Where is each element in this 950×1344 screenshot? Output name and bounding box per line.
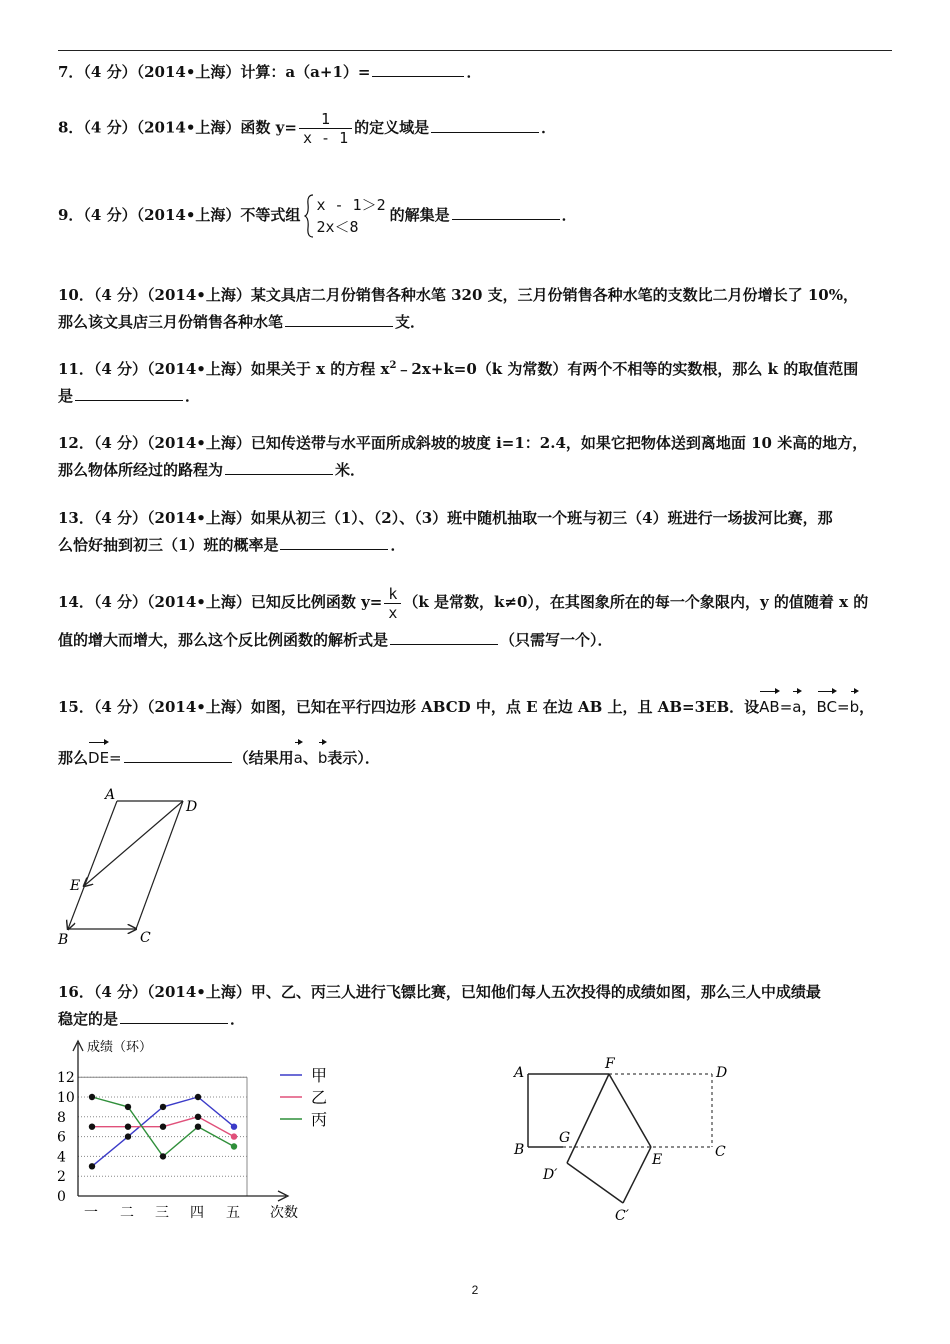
chart-x-tick-label: 五 xyxy=(226,1205,240,1221)
chart-x-axis-label: 次数 xyxy=(270,1205,298,1221)
fraction-denominator: x xyxy=(388,603,398,622)
chart-y-tick-label: 10 xyxy=(57,1090,75,1106)
question-11-line-1a: 11．（4 分）（2014•上海）如果关于 x 的方程 x xyxy=(58,360,390,378)
vector-de-arrow xyxy=(84,801,183,886)
point-label-g: G xyxy=(559,1130,571,1146)
inequality-row-1: x - 1＞2 xyxy=(316,196,386,214)
score-line-chart xyxy=(50,1035,350,1225)
question-16-end: ． xyxy=(230,1010,246,1028)
point-label-d: D xyxy=(716,1065,728,1081)
chart-data-point xyxy=(231,1143,237,1149)
answer-blank-12[interactable] xyxy=(225,456,333,475)
chart-data-point xyxy=(160,1124,166,1130)
chart-data-point xyxy=(160,1104,166,1110)
page-number: 2 xyxy=(471,1283,479,1297)
chart-data-point xyxy=(125,1104,131,1110)
question-14-end: （只需写一个）． xyxy=(500,630,613,649)
fraction-k-over-x xyxy=(384,585,401,622)
question-8 xyxy=(58,110,898,147)
question-10-end: 支． xyxy=(395,313,426,331)
answer-blank-11[interactable] xyxy=(75,382,183,401)
segment-c-prime-e xyxy=(623,1147,651,1203)
fraction-numerator: 1 xyxy=(299,110,352,129)
equals-sign: = xyxy=(837,698,850,716)
top-rule xyxy=(58,50,892,51)
inequality-system xyxy=(304,194,385,238)
vector-ab-arrow xyxy=(68,801,117,929)
answer-blank-14[interactable] xyxy=(390,626,498,645)
vector-b: b xyxy=(318,745,328,771)
chart-legend-label: 甲 xyxy=(311,1066,328,1085)
exponent: 2 xyxy=(389,360,397,371)
point-label-c: C xyxy=(140,930,151,946)
chart-y-axis-label: 成绩（环） xyxy=(87,1040,153,1055)
answer-blank-16[interactable] xyxy=(120,1005,228,1024)
chart-data-point xyxy=(160,1153,166,1159)
vector-b: b xyxy=(850,694,860,720)
answer-blank-8[interactable] xyxy=(431,114,539,133)
point-label-f: F xyxy=(605,1056,615,1072)
question-13 xyxy=(58,505,898,558)
question-8-mid: 的定义域是 xyxy=(354,118,430,137)
equals-sign: = xyxy=(779,698,793,716)
question-8-end: ． xyxy=(541,118,557,137)
question-11 xyxy=(58,356,898,409)
question-14-line-2: 值的增大而增大，那么这个反比例函数的解析式是 xyxy=(58,630,389,649)
question-15 xyxy=(58,694,898,771)
inequality-row-2: 2x＜8 xyxy=(316,218,359,236)
question-13-line-1: 13．（4 分）（2014•上海）如果从初三（1）、（2）、（3）班中随机抽取一个班与初三（4）班进行一场拔河比赛，那 xyxy=(58,509,833,527)
question-7-text: 7．（4 分）（2014•上海）计算：a（a+1）= xyxy=(58,63,371,81)
point-label-c: C xyxy=(715,1144,726,1160)
chart-data-point xyxy=(195,1124,201,1130)
question-8-text: 8．（4 分）（2014•上海）函数 y= xyxy=(58,118,297,137)
question-11-line-2: 是 xyxy=(58,387,74,405)
chart-x-tick-label: 二 xyxy=(120,1205,134,1221)
point-label-c-prime: C′ xyxy=(615,1208,629,1224)
chart-data-point xyxy=(89,1124,95,1130)
chart-x-tick-label: 三 xyxy=(155,1205,169,1221)
chart-y-tick-label: 2 xyxy=(57,1169,66,1186)
segment-d-prime-c-prime xyxy=(567,1163,623,1203)
vector-a: a xyxy=(792,694,801,720)
question-15-line-1: 15．（4 分）（2014•上海）如图，已知在平行四边形 ABCD 中，点 E 在边 AB 上，且 AB=3EB．设 xyxy=(58,698,760,716)
chart-data-point xyxy=(125,1124,131,1130)
question-11-line-1b: ﹣2x+k=0（k 为常数）有两个不相等的实数根，那么 k 的取值范围 xyxy=(396,360,859,378)
question-7 xyxy=(58,58,898,85)
question-10-line-1: 10．（4 分）（2014•上海）某文具店二月份销售各种水笔 320 支，三月份销售各种水笔的支数比二月份增长了 10%， xyxy=(58,286,858,304)
chart-data-point xyxy=(89,1163,95,1169)
question-10-line-2: 那么该文具店三月份销售各种水笔 xyxy=(58,313,284,331)
chart-y-tick-label: 6 xyxy=(57,1129,66,1146)
question-16-line-2: 稳定的是 xyxy=(58,1010,119,1028)
chart-data-point xyxy=(89,1094,95,1100)
question-9-text: 9．（4 分）（2014•上海）不等式组 xyxy=(58,206,301,224)
question-13-line-2: 么恰好抽到初三（1）班的概率是 xyxy=(58,536,279,554)
segment-fd-prime xyxy=(567,1074,609,1163)
chart-data-point xyxy=(125,1133,131,1139)
question-12-line-2: 那么物体所经过的路程为 xyxy=(58,461,224,479)
question-11-end: ． xyxy=(185,387,201,405)
point-label-d: D xyxy=(186,799,198,815)
fraction-numerator: k xyxy=(384,585,401,604)
chart-legend-label: 乙 xyxy=(311,1088,328,1107)
point-label-a: A xyxy=(514,1065,525,1081)
answer-blank-10[interactable] xyxy=(285,308,393,327)
chart-data-point xyxy=(231,1133,237,1139)
parallelogram-figure xyxy=(50,782,210,952)
segment-dc xyxy=(136,801,183,929)
chart-data-point xyxy=(195,1094,201,1100)
question-14-line-1a: 14．（4 分）（2014•上海）已知反比例函数 y= xyxy=(58,593,383,611)
chart-y-tick-label: 12 xyxy=(57,1070,75,1087)
answer-blank-7[interactable] xyxy=(372,58,464,77)
point-label-b: B xyxy=(58,932,69,948)
answer-blank-15[interactable] xyxy=(124,744,232,763)
question-16-line-1: 16．（4 分）（2014•上海）甲、乙、丙三人进行飞镖比赛，已知他们每人五次投得的成绩如图，那么三人中成绩最 xyxy=(58,983,821,1001)
chart-x-tick-label: 四 xyxy=(190,1205,204,1221)
point-label-e: E xyxy=(70,878,81,894)
chart-data-point xyxy=(195,1114,201,1120)
question-12-end: 米． xyxy=(335,461,366,479)
question-12 xyxy=(58,430,898,483)
chart-x-tick-label: 一 xyxy=(84,1205,98,1221)
comma: ， xyxy=(801,698,817,716)
question-9 xyxy=(58,194,898,238)
left-brace-icon xyxy=(304,194,314,238)
separator: 、 xyxy=(302,749,318,767)
question-9-mid: 的解集是 xyxy=(389,206,450,224)
question-14 xyxy=(58,584,898,653)
question-16 xyxy=(58,979,898,1032)
chart-y-tick-label: 4 xyxy=(57,1149,66,1166)
fraction-1-over-x-minus-1 xyxy=(299,110,352,147)
question-7-end: ． xyxy=(466,63,482,81)
segment-fe xyxy=(609,1074,651,1147)
question-9-end: ． xyxy=(561,206,577,224)
fraction-denominator: x - 1 xyxy=(302,129,349,147)
question-15-line-2: 那么 xyxy=(58,749,89,767)
chart-y-tick-label: 0 xyxy=(57,1189,66,1205)
question-13-end: ． xyxy=(390,536,406,554)
vector-de: DE xyxy=(88,745,109,771)
chart-data-point xyxy=(231,1124,237,1130)
point-label-d-prime: D′ xyxy=(543,1167,558,1183)
answer-blank-9[interactable] xyxy=(452,201,560,220)
rectangle-fold-figure xyxy=(505,1052,750,1227)
question-15-hint: （结果用 xyxy=(233,749,294,767)
chart-y-tick-label: 8 xyxy=(57,1109,66,1126)
point-label-e: E xyxy=(652,1152,663,1168)
vector-bc: BC xyxy=(817,694,838,720)
equals-sign: = xyxy=(109,749,122,767)
vector-a: a xyxy=(294,745,303,771)
point-label-b: B xyxy=(514,1142,525,1158)
question-12-line-1: 12．（4 分）（2014•上海）已知传送带与水平面所成斜坡的坡度 i=1：2.4，如果它把物体送到离地面 10 米高的地方， xyxy=(58,434,868,452)
point-label-a: A xyxy=(105,787,116,803)
chart-legend-label: 丙 xyxy=(311,1110,328,1129)
question-14-line-1b: （k 是常数，k≠0），在其图象所在的每一个象限内，y 的值随着 x 的 xyxy=(403,593,869,611)
answer-blank-13[interactable] xyxy=(280,531,388,550)
question-10 xyxy=(58,282,898,335)
comma: ， xyxy=(859,698,875,716)
question-15-end: 表示）． xyxy=(327,749,380,767)
vector-ab: AB xyxy=(759,694,780,720)
